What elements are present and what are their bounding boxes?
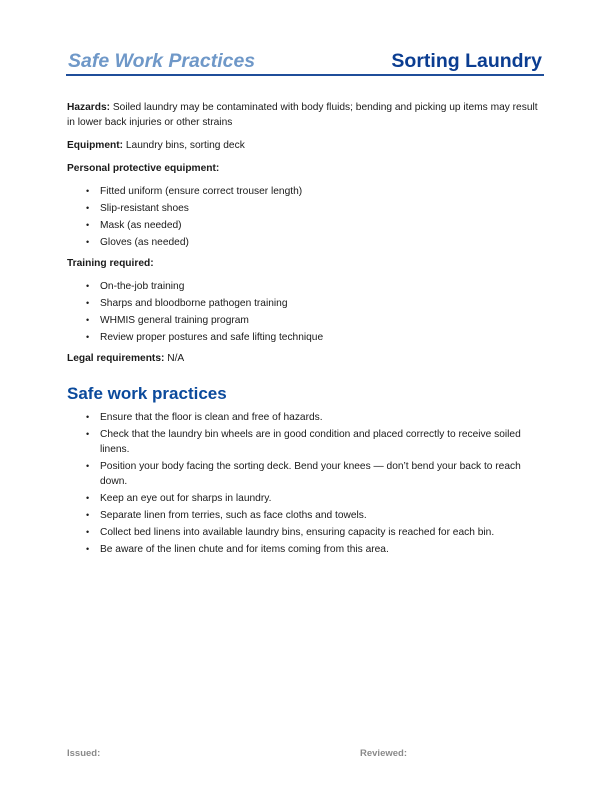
equipment-label: Equipment:: [67, 140, 124, 151]
equipment-text: Laundry bins, sorting deck: [123, 140, 245, 151]
ppe-list: [67, 184, 547, 250]
list-item: • Mask (as needed): [100, 218, 547, 233]
section-heading: Safe work practices: [67, 384, 227, 403]
list-item: • Separate linen from terries, such as face cloths and towels.: [100, 508, 547, 523]
hazards-text: Soiled laundry may be contaminated with body fluids; bending and picking up items may result in lower back injuries or other strains: [67, 102, 538, 128]
list-item: • Slip-resistant shoes: [100, 201, 547, 216]
list-item: • Check that the laundry bin wheels are in good condition and placed correctly to receive soiled linens.: [100, 427, 547, 457]
safe-work-list: [67, 410, 547, 557]
hazards-paragraph: [67, 100, 547, 130]
list-item: • Collect bed linens into available laundry bins, ensuring capacity is reached for each bin.: [100, 525, 547, 540]
issued-label: Issued:: [67, 748, 101, 759]
page-header: [66, 50, 544, 76]
list-item: • Keep an eye out for sharps in laundry.: [100, 491, 547, 506]
list-item: • Position your body facing the sorting deck. Bend your knees — don’t bend your back to reach down.: [100, 459, 547, 489]
series-title: Safe Work Practices: [68, 50, 256, 72]
training-label: Training required:: [67, 258, 154, 269]
list-item: • Review proper postures and safe lifting technique: [100, 330, 547, 345]
training-paragraph: [67, 256, 547, 271]
list-item: • Sharps and bloodborne pathogen training: [100, 296, 547, 311]
list-item: • Ensure that the floor is clean and free of hazards.: [100, 410, 547, 425]
hazards-label: Hazards:: [67, 102, 111, 113]
list-item: • WHMIS general training program: [100, 313, 547, 328]
topic-title: Sorting Laundry: [391, 50, 542, 72]
list-item: • Gloves (as needed): [100, 235, 547, 250]
list-item: • On-the-job training: [100, 279, 547, 294]
legal-label: Legal requirements:: [67, 353, 165, 364]
page-footer: [67, 748, 547, 759]
ppe-paragraph: [67, 161, 547, 176]
list-item: • Fitted uniform (ensure correct trouser length): [100, 184, 547, 199]
list-item: • Be aware of the linen chute and for items coming from this area.: [100, 542, 547, 557]
training-list: [67, 279, 547, 345]
document-body: [67, 100, 547, 563]
legal-paragraph: [67, 351, 547, 366]
reviewed-label: Reviewed:: [360, 748, 407, 759]
ppe-label: Personal protective equipment:: [67, 163, 220, 174]
equipment-paragraph: [67, 138, 547, 153]
legal-text: N/A: [164, 353, 185, 364]
